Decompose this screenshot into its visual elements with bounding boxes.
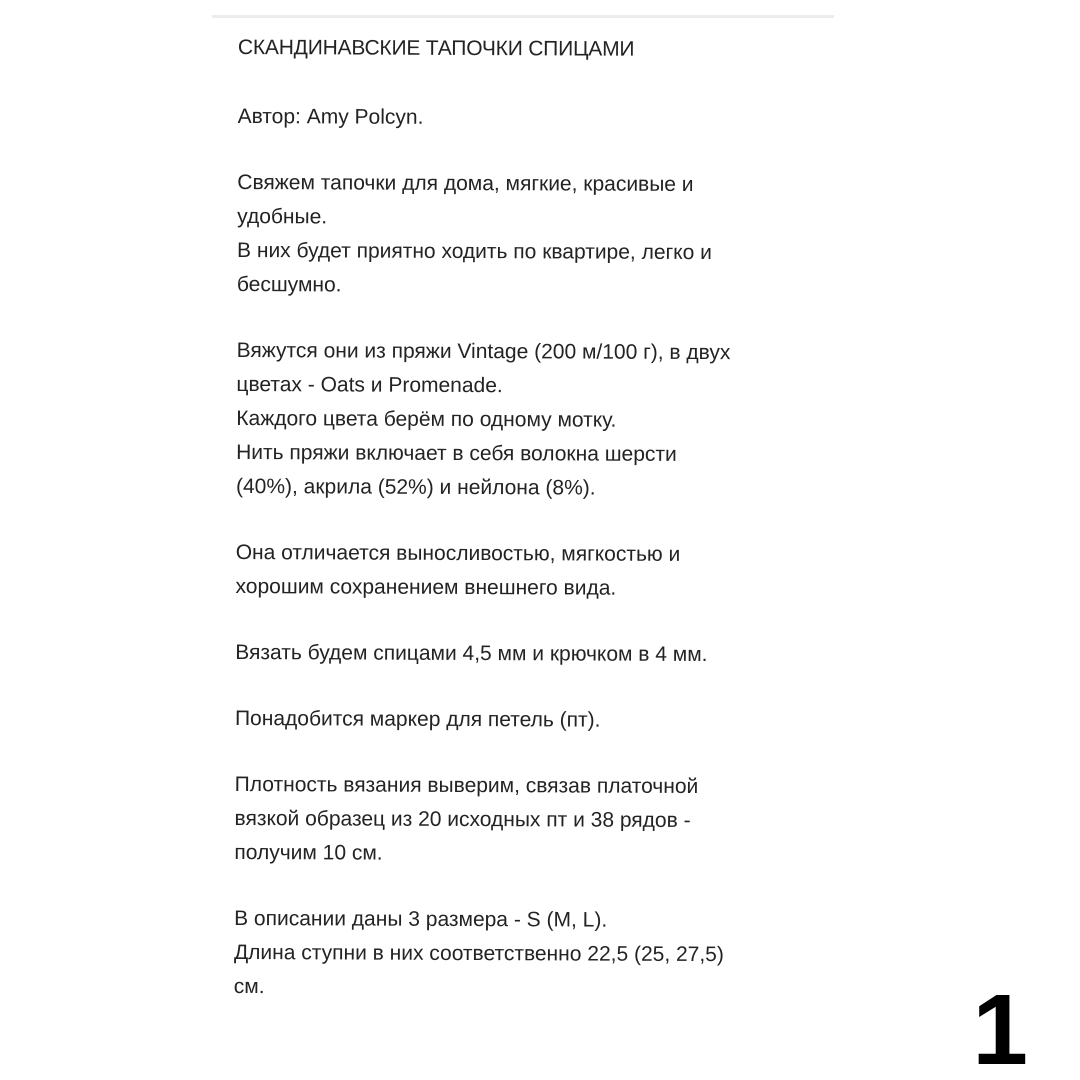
marker-paragraph <box>235 702 825 739</box>
document-body <box>234 30 828 1039</box>
intro-paragraph <box>237 166 828 305</box>
text-line: Она отличается выносливостью, мягкостью и <box>235 540 681 566</box>
sizes-paragraph <box>234 902 824 1007</box>
author-paragraph <box>238 100 828 137</box>
text-line: получим 10 см. <box>234 840 383 865</box>
text-line: В них будет приятно ходить по квартире, легко и <box>236 238 712 265</box>
text-line: вязкой образец из 20 исходных пт и 38 рядов - <box>234 806 691 832</box>
yarn-paragraph <box>236 334 827 507</box>
text-line: удобные. <box>237 204 328 229</box>
text-line: цветах - Oats и Promenade. <box>236 372 503 398</box>
text-line: Плотность вязания выверим, связав платочной <box>234 772 699 799</box>
text-line: Нить пряжи включает в себя волокна шерсти <box>236 440 677 466</box>
text-line: Автор: Amy Polcyn. <box>237 104 424 129</box>
text-line: бесшумно. <box>236 272 342 297</box>
needles-paragraph <box>235 636 825 673</box>
text-line: Вяжутся они из пряжи Vintage (200 м/100 г), в двух <box>236 338 731 365</box>
page-number: 1 <box>972 974 1028 1080</box>
text-line: Вязать будем спицами 4,5 мм и крючком в 4 мм. <box>235 640 708 667</box>
text-line: Длина ступни в них соответственно 22,5 (25, 27,5) <box>233 940 724 967</box>
top-divider <box>212 15 834 18</box>
text-line: см. <box>233 974 265 999</box>
text-line: Каждого цвета берём по одному мотку. <box>236 406 617 432</box>
gauge-paragraph <box>234 768 824 873</box>
text-line: В описании даны 3 размера - S (M, L). <box>234 906 608 932</box>
text-line: хорошим сохранением внешнего вида. <box>235 574 617 600</box>
text-line: Понадобится маркер для петель (пт). <box>234 706 601 732</box>
yarn-quality-paragraph <box>235 536 825 607</box>
document-title: СКАНДИНАВСКИЕ ТАПОЧКИ СПИЦАМИ <box>237 35 635 61</box>
text-line: (40%), акрила (52%) и нейлона (8%). <box>235 474 596 500</box>
text-line: Свяжем тапочки для дома, мягкие, красивые и <box>237 170 694 196</box>
